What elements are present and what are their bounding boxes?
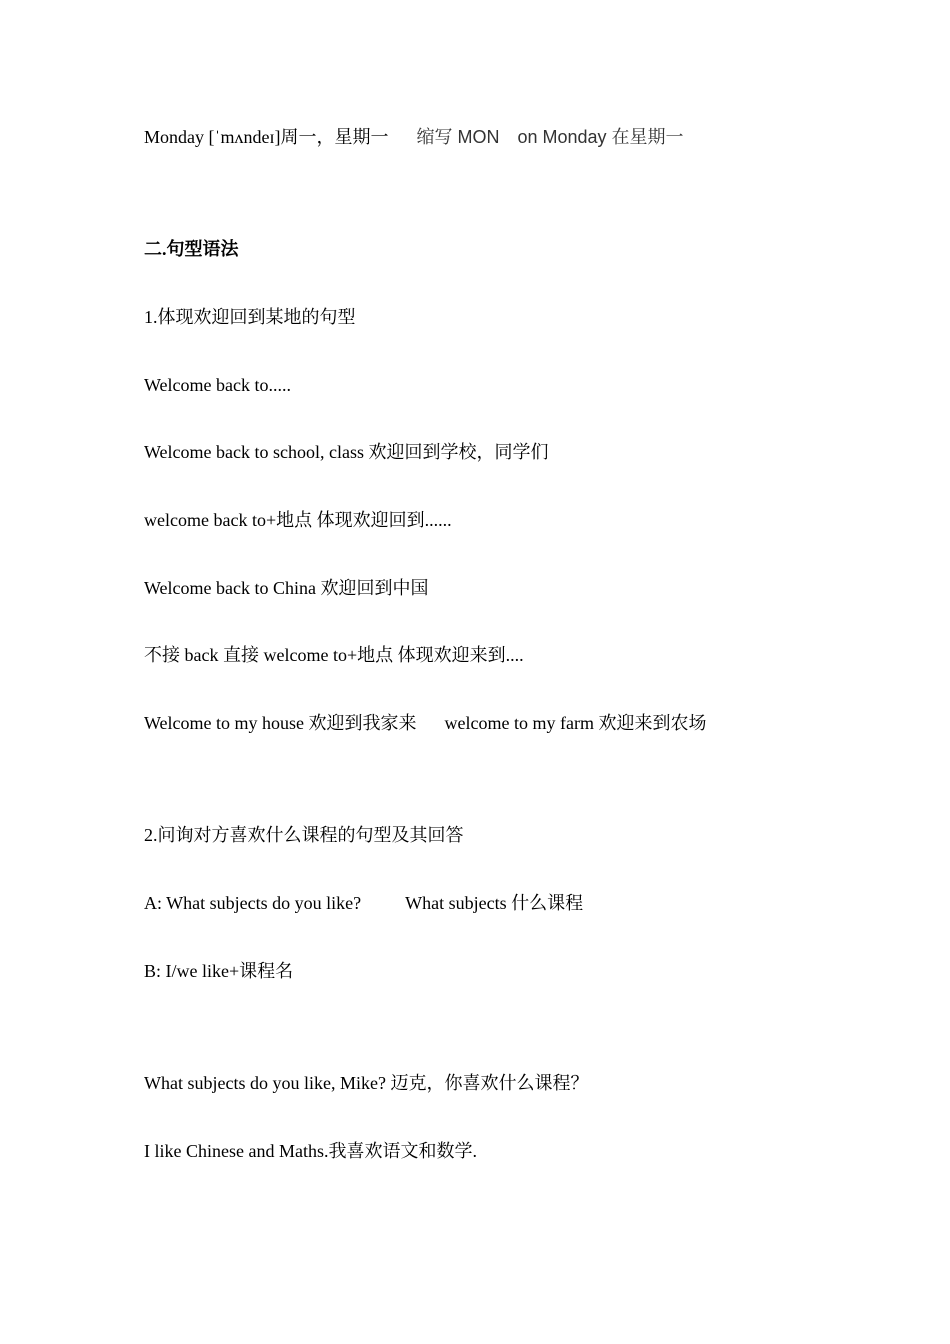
point2-answer: B: I/we like+课程名 [144,961,294,981]
question-text: A: What subjects do you like? [144,893,362,913]
point1-line: Welcome back to school, class 欢迎回到学校，同学们 [144,442,549,462]
point2-heading: 2.问询对方喜欢什么课程的句型及其回答 [144,825,464,845]
section-title: 二.句型语法 [144,239,239,259]
point1-line: Welcome back to..... [144,375,291,395]
monday-vocab-line [144,126,684,148]
monday-abbrev: 缩写 MON [416,127,500,147]
point1-line: welcome back to+地点 体现欢迎回到...... [144,510,452,530]
example-left: Welcome to my house 欢迎到我家来 [144,713,417,733]
point1-heading: 1.体现欢迎回到某地的句型 [144,307,356,327]
question-note: What subjects 什么课程 [405,893,584,913]
point1-examples [144,712,706,734]
monday-word: Monday [ˈmʌndeɪ]周一，星期一 [144,127,389,147]
point1-line: Welcome back to China 欢迎回到中国 [144,578,429,598]
example-right: welcome to my farm 欢迎来到农场 [444,713,707,733]
example-answer: I like Chinese and Maths.我喜欢语文和数学. [144,1141,477,1161]
example-question: What subjects do you like, Mike? 迈克，你喜欢什么课程？ [144,1073,589,1093]
point2-question [144,892,583,914]
point1-line: 不接 back 直接 welcome to+地点 体现欢迎来到.... [144,645,524,665]
monday-phrase: on Monday 在星期一 [517,127,684,147]
